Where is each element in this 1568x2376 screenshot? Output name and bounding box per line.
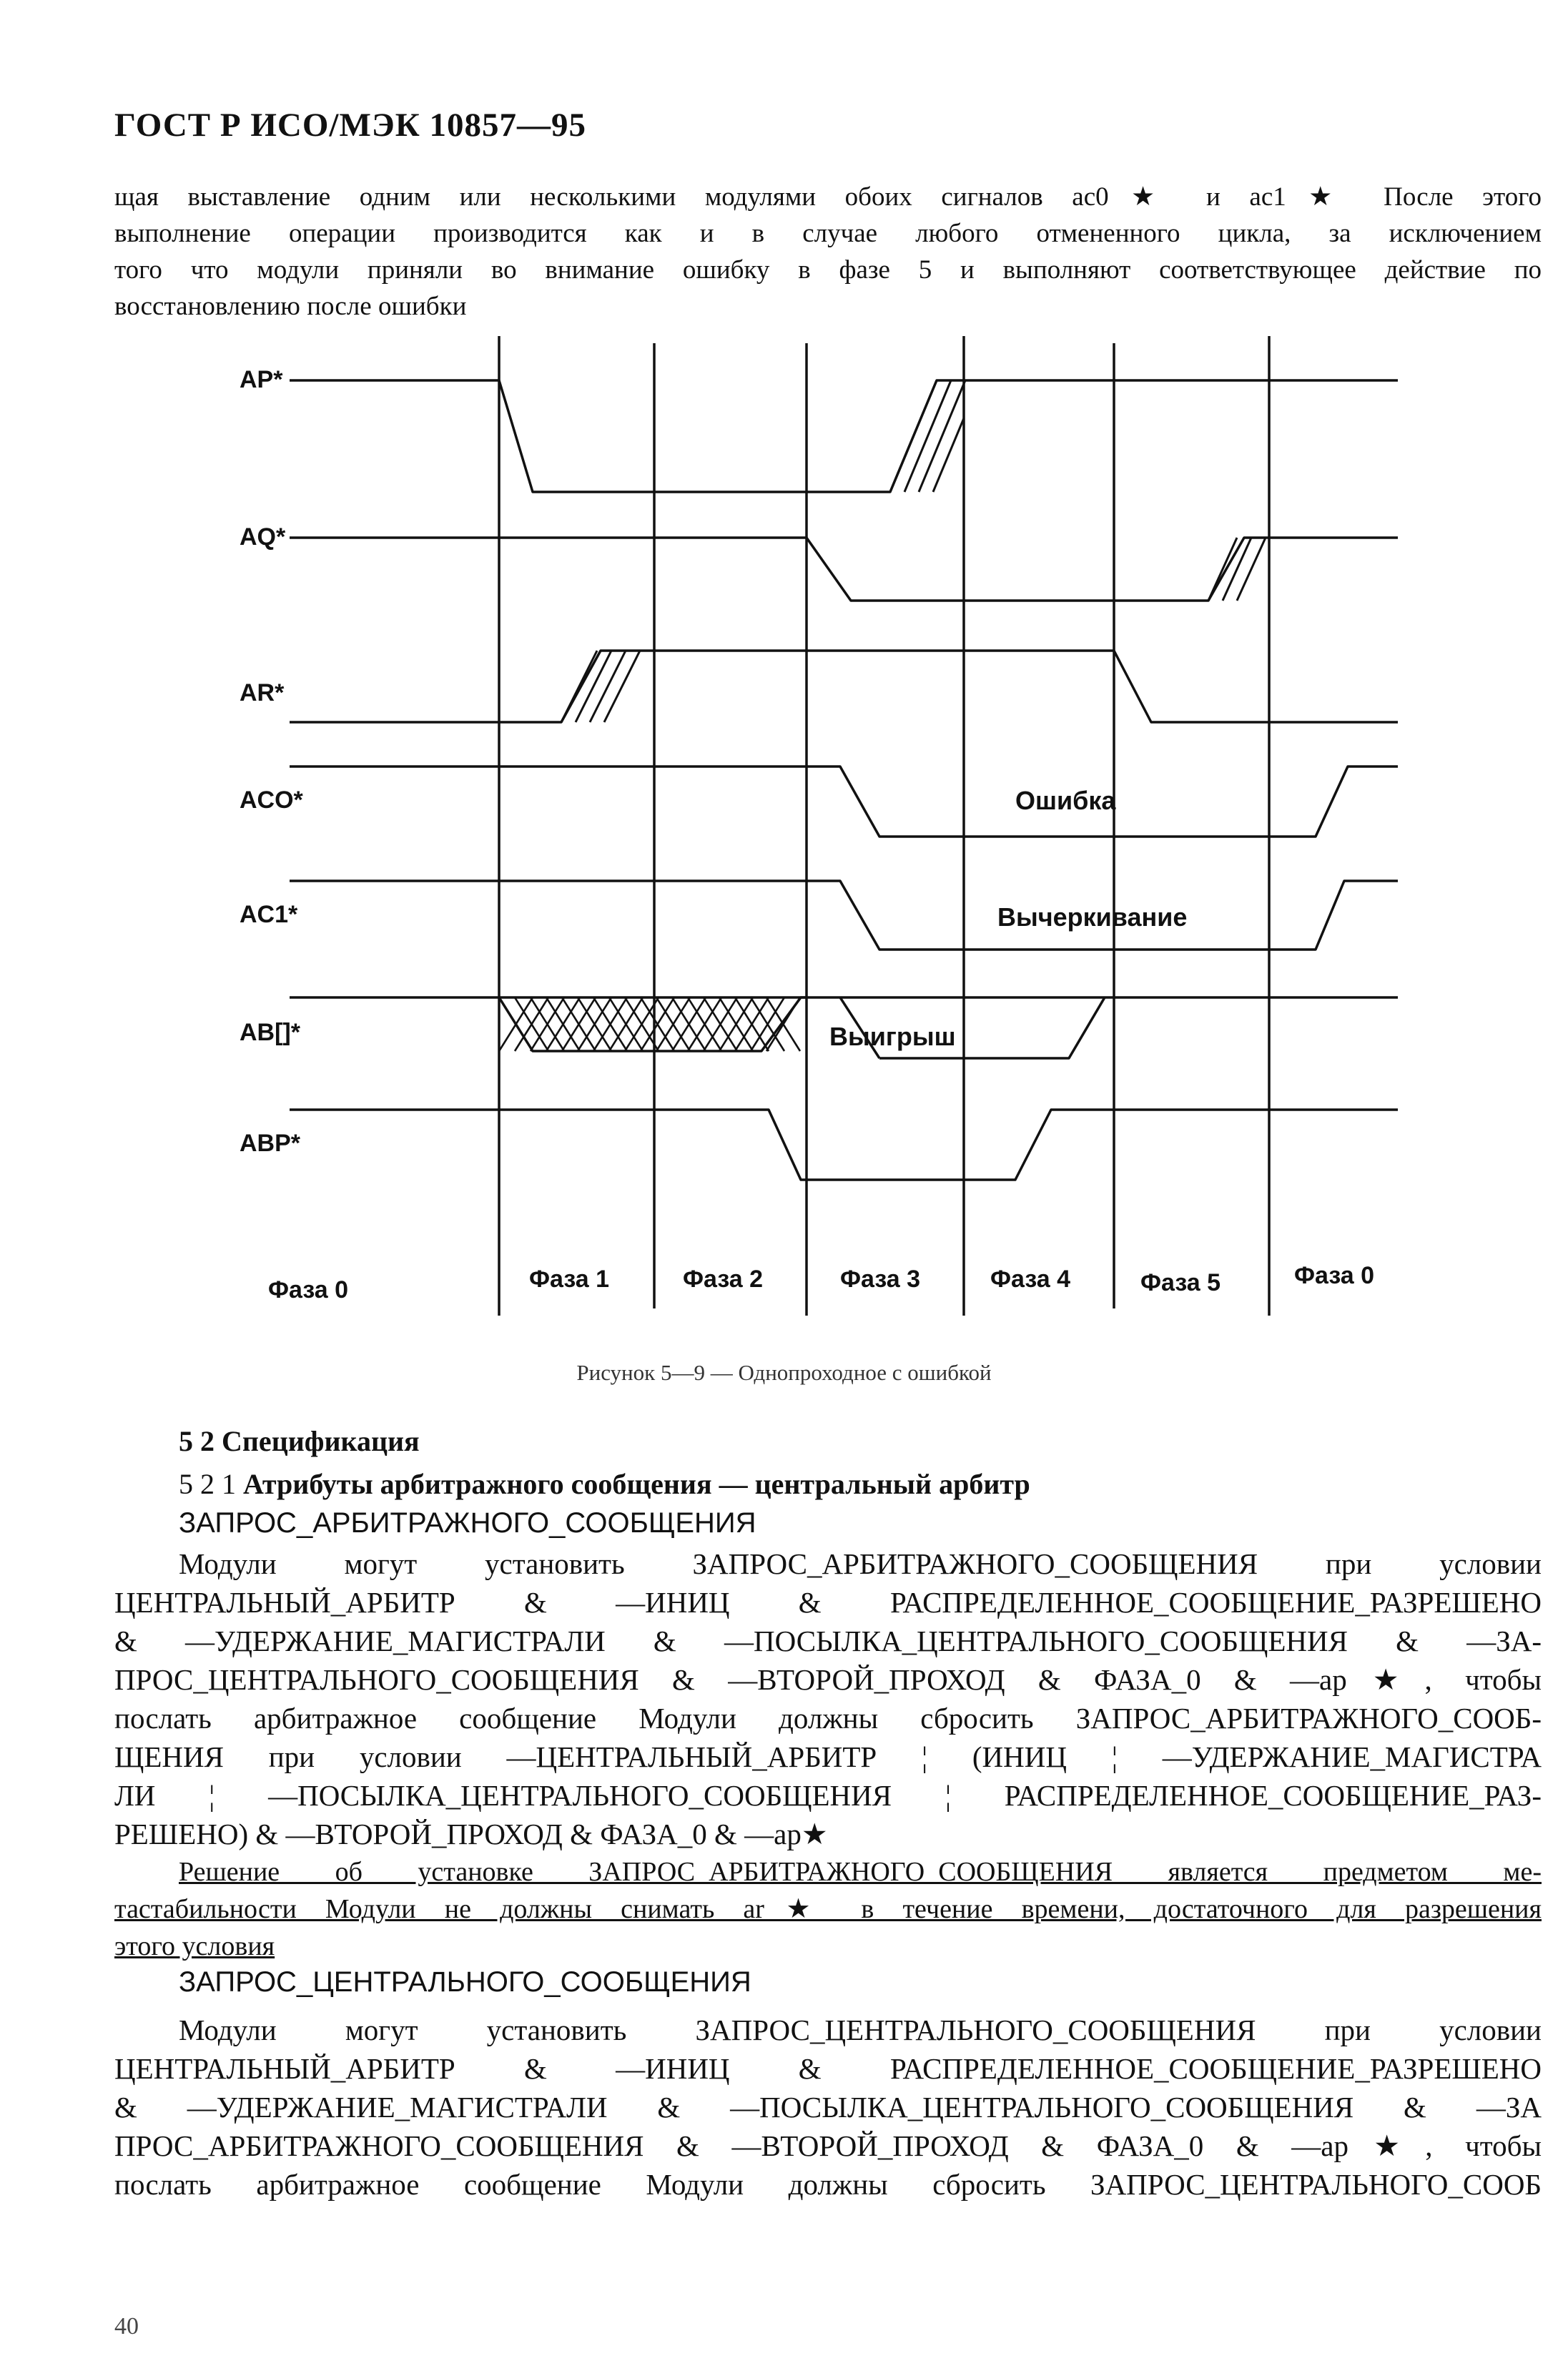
text-line: щая выставление одним или несколькими модулями обоих сигналов ас0★ и ас1★ После этого [114,182,1542,212]
text-line: РЕШЕНО) & —ВТОРОЙ_ПРОХОД & ФАЗА_0 & —ар★ [114,1818,828,1850]
ar-transition-hatch [561,651,640,722]
signal-aco-wave [290,766,1398,837]
signal-ap-wave [290,380,1398,492]
subsection-heading [179,1467,1030,1501]
aq-transition-hatch [1208,538,1266,601]
text-line: Модули могут установить ЗАПРОС_АРБИТРАЖНОГО_СООБЩЕНИЯ при условии [179,1547,1542,1580]
phase-label-5: Фаза 5 [1140,1269,1221,1296]
text-line: ПРОС_ЦЕНТРАЛЬНОГО_СООБЩЕНИЯ & —ВТОРОЙ_ПРОХОД & ФАЗА_0 & —ар★, чтобы [114,1663,1542,1696]
text-line: восстановлению после ошибки [114,292,467,321]
text-line: & —УДЕРЖАНИЕ_МАГИСТРАЛИ & —ПОСЫЛКА_ЦЕНТРАЛЬНОГО_СООБЩЕНИЯ & —ЗА- [114,1625,1542,1657]
text-line: Решение об установке ЗАПРОС_АРБИТРАЖНОГО_СООБЩЕНИЯ является предметом ме- [179,1857,1542,1887]
text-line: ЩЕНИЯ при условии —ЦЕНТРАЛЬНЫЙ_АРБИТР ¦ (ИНИЦ ¦ —УДЕРЖАНИЕ_МАГИСТРА [114,1740,1542,1773]
ab-crosshatch [499,997,800,1051]
signal-label-abp: ABP* [240,1130,301,1157]
subsection-title: Атрибуты арбитражного сообщения — центральный арбитр [243,1468,1030,1500]
paragraph [114,1853,1542,1965]
phase-label-2: Фаза 2 [683,1266,764,1293]
page-number: 40 [114,2313,139,2340]
signal-label-ap: AP* [240,366,283,393]
subsection-number: 5 2 1 [179,1468,236,1500]
phase-label-0b: Фаза 0 [1294,1262,1375,1289]
phase-label-3: Фаза 3 [840,1266,921,1293]
phase-label-0: Фаза 0 [268,1276,349,1303]
annotation-strike: Вычеркивание [997,902,1188,932]
paragraph [114,2011,1542,2204]
text-line: послать арбитражное сообщение Модули должны сбросить ЗАПРОС_АРБИТРАЖНОГО_СООБ- [114,1702,1542,1735]
text-line: Модули могут установить ЗАПРОС_ЦЕНТРАЛЬНОГО_СООБЩЕНИЯ при условии [179,2013,1542,2046]
text-line: того что модули приняли во внимание ошибку в фазе 5 и выполняют соответствующее действие по [114,255,1542,285]
phase-label-4: Фаза 4 [990,1266,1071,1293]
signal-label-aq: AQ* [240,523,286,551]
signal-label-ar: AR* [240,679,285,706]
timing-diagram [215,336,1430,1337]
figure-caption: Рисунок 5—9 — Однопроходное с ошибкой [576,1360,992,1385]
text-line: ЛИ ¦ —ПОСЫЛКА_ЦЕНТРАЛЬНОГО_СООБЩЕНИЯ ¦ РАСПРЕДЕЛЕННОЕ_СООБЩЕНИЕ_РАЗ- [114,1779,1542,1812]
signal-label-aco: ACO* [240,787,303,814]
term-heading: ЗАПРОС_АРБИТРАЖНОГО_СООБЩЕНИЯ [179,1507,756,1539]
text-line: & —УДЕРЖАНИЕ_МАГИСТРАЛИ & —ПОСЫЛКА_ЦЕНТРАЛЬНОГО_СООБЩЕНИЯ & —ЗА [114,2091,1542,2124]
term-heading: ЗАПРОС_ЦЕНТРАЛЬНОГО_СООБЩЕНИЯ [179,1966,751,1998]
phase-label-1: Фаза 1 [529,1266,610,1293]
text-line: выполнение операции производится как и в случае любого отмененного цикла, за исключением [114,219,1542,248]
paragraph [114,1544,1542,1853]
text-line: ЦЕНТРАЛЬНЫЙ_АРБИТР & —ИНИЦ & РАСПРЕДЕЛЕННОЕ_СООБЩЕНИЕ_РАЗРЕШЕНО [114,2052,1542,2085]
signal-label-ac1: AC1* [240,901,298,928]
intro-paragraph [114,179,1542,325]
text-line: ПРОС_АРБИТРАЖНОГО_СООБЩЕНИЯ & —ВТОРОЙ_ПРОХОД & ФАЗА_0 & —ар★, чтобы [114,2129,1542,2162]
signal-ac1-wave [290,881,1398,950]
text-line: этого условия [114,1931,275,1961]
text-line: послать арбитражное сообщение Модули должны сбросить ЗАПРОС_ЦЕНТРАЛЬНОГО_СООБ [114,2168,1542,2201]
signal-ar-wave [290,651,1398,722]
document-header: ГОСТ Р ИСО/МЭК 10857—95 [114,107,587,144]
signal-abp-wave [290,1110,1398,1180]
annotation-error: Ошибка [1015,786,1116,815]
ap-transition-hatch [890,380,965,492]
section-heading: 5 2 Спецификация [179,1425,420,1457]
annotation-win: Выигрыш [829,1022,956,1051]
text-line: тастабильности Модули не должны снимать ar★ в течение времени, достаточного для разрешения [114,1894,1542,1924]
text-line: ЦЕНТРАЛЬНЫЙ_АРБИТР & —ИНИЦ & РАСПРЕДЕЛЕННОЕ_СООБЩЕНИЕ_РАЗРЕШЕНО [114,1586,1542,1619]
signal-label-ab: AB[]* [240,1019,300,1046]
